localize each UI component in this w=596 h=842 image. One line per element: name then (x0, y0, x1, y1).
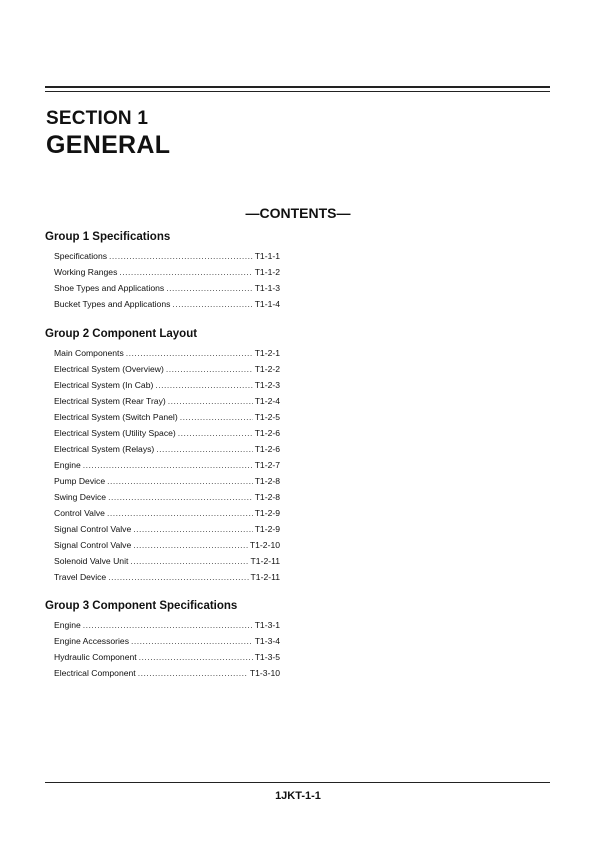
toc-entry-page: T1-2-8 (254, 492, 280, 502)
toc-entry-page: T1-2-10 (249, 540, 280, 550)
toc-entry[interactable] (54, 553, 280, 569)
toc-entry-label: Engine Accessories (54, 636, 129, 646)
top-rule-thin (45, 91, 550, 92)
toc-entry-page: T1-2-5 (254, 412, 280, 422)
section-label: SECTION 1 (46, 108, 149, 129)
toc-entry-label: Shoe Types and Applications (54, 283, 165, 293)
toc-entry-page: T1-2-6 (254, 428, 280, 438)
toc-entry-page: T1-2-1 (254, 348, 280, 358)
toc-leader-dots (172, 296, 252, 312)
toc-entry-page: T1-2-9 (254, 508, 280, 518)
toc-entry[interactable] (54, 473, 280, 489)
toc-entry-page: T1-2-11 (250, 556, 280, 566)
toc-entry-page: T1-2-7 (254, 460, 280, 470)
group-title: Group 1 Specifications (45, 231, 171, 243)
toc-entry[interactable] (54, 296, 280, 312)
toc-entry-page: T1-3-10 (249, 668, 280, 678)
toc-leader-dots (133, 537, 248, 553)
toc-leader-dots (108, 569, 248, 585)
toc-entry-label: Electrical System (Overview) (54, 364, 164, 374)
toc-entry-label: Electrical System (Utility Space) (54, 428, 176, 438)
toc-entry[interactable] (54, 537, 280, 553)
toc-entry[interactable] (54, 377, 280, 393)
toc-entry-page: T1-1-2 (254, 267, 280, 277)
contents-heading: —CONTENTS— (245, 205, 351, 221)
toc-entry[interactable] (54, 665, 280, 681)
toc-entry-page: T1-2-9 (254, 524, 280, 534)
toc-entry-label: Swing Device (54, 492, 107, 502)
toc-group-1 (45, 230, 285, 312)
toc-leader-dots (126, 345, 253, 361)
toc-leader-dots (130, 553, 248, 569)
toc-entry-label: Electrical Component (54, 668, 136, 678)
group-title: Group 3 Component Specifications (45, 600, 238, 612)
toc-group-2 (45, 327, 285, 585)
bottom-rule (45, 782, 550, 783)
toc-leader-dots (166, 280, 252, 296)
toc-entry[interactable] (54, 441, 280, 457)
toc-entry[interactable] (54, 633, 280, 649)
toc-leader-dots (107, 473, 253, 489)
toc-entry-label: Engine (54, 460, 81, 470)
toc-entry-label: Pump Device (54, 476, 106, 486)
toc-entry-label: Bucket Types and Applications (54, 299, 171, 309)
toc-entry[interactable] (54, 649, 280, 665)
toc-entry-page: T1-3-1 (254, 620, 280, 630)
toc-entry[interactable] (54, 393, 280, 409)
toc-leader-dots (139, 649, 253, 665)
toc-entry-label: Electrical System (Relays) (54, 444, 155, 454)
toc-entry-page: T1-3-5 (254, 652, 280, 662)
toc-entry-page: T1-2-4 (254, 396, 280, 406)
toc-entry-label: Working Ranges (54, 267, 118, 277)
toc-leader-dots (133, 521, 252, 537)
toc-entry[interactable] (54, 264, 280, 280)
toc-entry[interactable] (54, 505, 280, 521)
toc-entry[interactable] (54, 361, 280, 377)
toc-entry-label: Electrical System (Rear Tray) (54, 396, 166, 406)
toc-entry-page: T1-1-1 (254, 251, 280, 261)
toc-entry-page: T1-2-8 (254, 476, 280, 486)
toc-entry-label: Hydraulic Component (54, 652, 137, 662)
toc-leader-dots (138, 665, 248, 681)
toc-entry-page: T1-1-4 (254, 299, 280, 309)
toc-leader-dots (168, 393, 253, 409)
toc-leader-dots (166, 361, 253, 377)
toc-entry[interactable] (54, 280, 280, 296)
section-title: GENERAL (46, 131, 171, 159)
toc-leader-dots (131, 633, 253, 649)
group-title: Group 2 Component Layout (45, 328, 198, 340)
toc-leader-dots (109, 248, 253, 264)
top-rule-thick (45, 86, 550, 88)
toc-entry-label: Control Valve (54, 508, 105, 518)
toc-leader-dots (156, 441, 252, 457)
toc-entry[interactable] (54, 345, 280, 361)
toc-entry-page: T1-2-2 (254, 364, 280, 374)
toc-entry-label: Signal Control Valve (54, 524, 132, 534)
toc-entry-label: Electrical System (In Cab) (54, 380, 154, 390)
toc-leader-dots (83, 617, 253, 633)
toc-entry[interactable] (54, 521, 280, 537)
toc-entry[interactable] (54, 425, 280, 441)
toc-group-3 (45, 599, 285, 681)
toc-entry[interactable] (54, 489, 280, 505)
page-id: 1JKT-1-1 (275, 790, 321, 802)
toc-entry-label: Engine (54, 620, 81, 630)
toc-entry[interactable] (54, 248, 280, 264)
toc-entry-page: T1-1-3 (254, 283, 280, 293)
toc-entry-page: T1-3-4 (254, 636, 280, 646)
toc-leader-dots (108, 489, 253, 505)
toc-leader-dots (107, 505, 253, 521)
toc-entry[interactable] (54, 457, 280, 473)
toc-leader-dots (180, 409, 253, 425)
toc-entry-page: T1-2-3 (254, 380, 280, 390)
toc-entry[interactable] (54, 409, 280, 425)
toc-entry[interactable] (54, 617, 280, 633)
toc-leader-dots (155, 377, 252, 393)
toc-entry-page: T1-2-11 (250, 572, 280, 582)
toc-entry[interactable] (54, 569, 280, 585)
toc-leader-dots (83, 457, 253, 473)
toc-entry-label: Main Components (54, 348, 124, 358)
toc-entry-label: Electrical System (Switch Panel) (54, 412, 178, 422)
toc-entry-page: T1-2-6 (254, 444, 280, 454)
toc-entry-label: Travel Device (54, 572, 107, 582)
toc-entry-label: Specifications (54, 251, 108, 261)
toc-leader-dots (178, 425, 253, 441)
toc-entry-label: Signal Control Valve (54, 540, 132, 550)
toc-leader-dots (119, 264, 252, 280)
toc-entry-label: Solenoid Valve Unit (54, 556, 129, 566)
